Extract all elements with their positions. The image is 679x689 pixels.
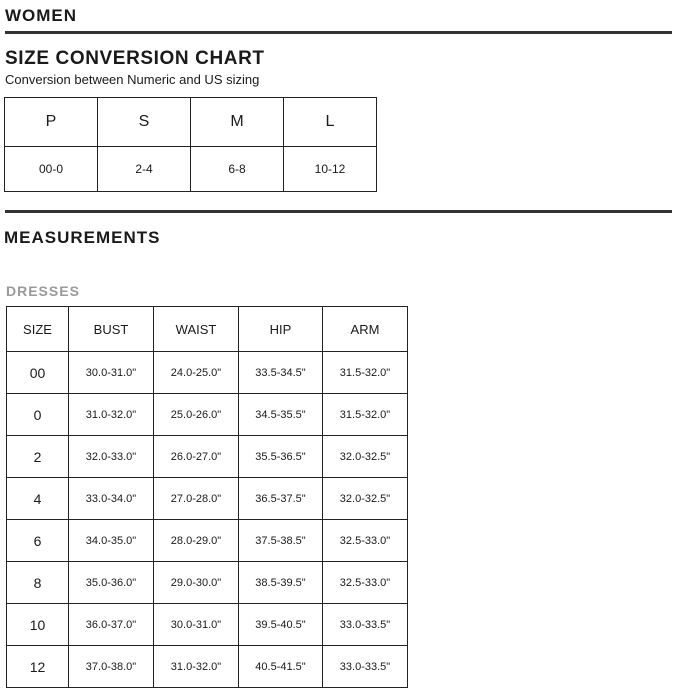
size-conversion-title: SIZE CONVERSION CHART (5, 48, 265, 69)
hip-cell: 37.5-38.5" (239, 520, 323, 562)
table-row (7, 436, 408, 478)
numeric-size-cell: 2-4 (98, 147, 191, 192)
size-cell: 6 (7, 520, 69, 562)
size-cell: 12 (7, 646, 69, 688)
bust-cell: 37.0-38.0" (69, 646, 154, 688)
numeric-size-cell: 6-8 (191, 147, 284, 192)
size-conversion-subtitle: Conversion between Numeric and US sizing (5, 72, 260, 87)
hip-cell: 36.5-37.5" (239, 478, 323, 520)
hip-cell: 34.5-35.5" (239, 394, 323, 436)
arm-cell: 31.5-32.0" (323, 394, 408, 436)
hip-cell: 35.5-36.5" (239, 436, 323, 478)
header-size: SIZE (7, 307, 69, 352)
header-bust: BUST (69, 307, 154, 352)
waist-cell: 29.0-30.0" (154, 562, 239, 604)
waist-cell: 25.0-26.0" (154, 394, 239, 436)
bust-cell: 32.0-33.0" (69, 436, 154, 478)
letter-size-cell: L (284, 98, 377, 147)
table-row (7, 478, 408, 520)
hip-cell: 33.5-34.5" (239, 352, 323, 394)
size-cell: 4 (7, 478, 69, 520)
waist-cell: 27.0-28.0" (154, 478, 239, 520)
arm-cell: 33.0-33.5" (323, 604, 408, 646)
size-cell: 00 (7, 352, 69, 394)
size-cell: 0 (7, 394, 69, 436)
bust-cell: 33.0-34.0" (69, 478, 154, 520)
hip-cell: 39.5-40.5" (239, 604, 323, 646)
arm-cell: 33.0-33.5" (323, 646, 408, 688)
bust-cell: 35.0-36.0" (69, 562, 154, 604)
section-divider (5, 31, 672, 34)
arm-cell: 32.5-33.0" (323, 520, 408, 562)
table-row (7, 394, 408, 436)
letter-size-cell: S (98, 98, 191, 147)
bust-cell: 30.0-31.0" (69, 352, 154, 394)
table-row (7, 562, 408, 604)
size-conversion-table (4, 97, 377, 192)
letter-size-cell: M (191, 98, 284, 147)
size-cell: 2 (7, 436, 69, 478)
waist-cell: 31.0-32.0" (154, 646, 239, 688)
hip-cell: 40.5-41.5" (239, 646, 323, 688)
waist-cell: 26.0-27.0" (154, 436, 239, 478)
header-arm: ARM (323, 307, 408, 352)
waist-cell: 30.0-31.0" (154, 604, 239, 646)
waist-cell: 28.0-29.0" (154, 520, 239, 562)
waist-cell: 24.0-25.0" (154, 352, 239, 394)
arm-cell: 32.0-32.5" (323, 478, 408, 520)
section-divider (5, 210, 672, 213)
table-header-row (7, 307, 408, 352)
table-row (7, 646, 408, 688)
arm-cell: 32.5-33.0" (323, 562, 408, 604)
hip-cell: 38.5-39.5" (239, 562, 323, 604)
size-cell: 8 (7, 562, 69, 604)
bust-cell: 36.0-37.0" (69, 604, 154, 646)
letter-size-cell: P (5, 98, 98, 147)
letter-size-row (5, 98, 377, 147)
dresses-measurements-table (6, 306, 408, 688)
table-row (7, 604, 408, 646)
measurements-title: MEASUREMENTS (4, 228, 161, 247)
numeric-size-row (5, 147, 377, 192)
header-waist: WAIST (154, 307, 239, 352)
arm-cell: 31.5-32.0" (323, 352, 408, 394)
table-row (7, 352, 408, 394)
size-cell: 10 (7, 604, 69, 646)
bust-cell: 34.0-35.0" (69, 520, 154, 562)
arm-cell: 32.0-32.5" (323, 436, 408, 478)
numeric-size-cell: 00-0 (5, 147, 98, 192)
women-heading: WOMEN (5, 6, 78, 25)
header-hip: HIP (239, 307, 323, 352)
bust-cell: 31.0-32.0" (69, 394, 154, 436)
dresses-subheading: DRESSES (6, 283, 80, 299)
table-row (7, 520, 408, 562)
numeric-size-cell: 10-12 (284, 147, 377, 192)
